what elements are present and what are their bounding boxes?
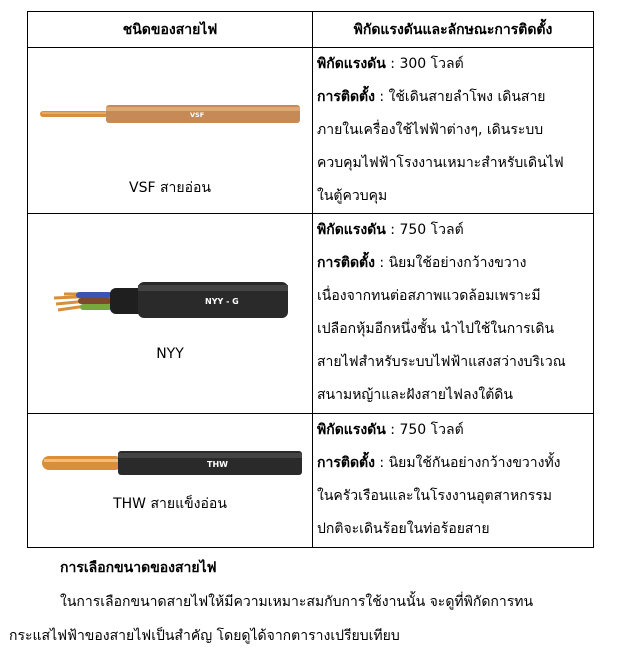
spec-cell-vsf <box>313 48 594 214</box>
voltage-value: : 750 โวลต์ <box>385 422 464 438</box>
voltage-line <box>317 414 589 447</box>
voltage-label: พิกัดแรงดัน <box>317 422 386 438</box>
header-cable-type: ชนิดของสายไฟ <box>28 12 313 48</box>
cable-comparison-table <box>27 11 594 548</box>
install-text: : นิยมใช้อย่างกว้างขวาง <box>374 255 527 271</box>
install-label: การติดตั้ง <box>317 89 375 105</box>
nyy-jacket-text: NYY - G <box>205 297 239 306</box>
voltage-value: : 300 โวลต์ <box>385 56 464 72</box>
install-text: สายไฟสำหรับระบบไฟฟ้าแสงสว่างบริเวณ <box>317 354 566 370</box>
install-text: ปกติจะเดินร้อยในท่อร้อยสาย <box>317 521 490 537</box>
install-label: การติดตั้ง <box>317 255 375 271</box>
header-voltage-install: พิกัดแรงดันและลักษณะการติดตั้ง <box>313 12 594 48</box>
install-text: : ใช้เดินสายลำโพง เดินสาย <box>374 89 546 105</box>
cable-label-thw: THW สายแข็งอ่อน <box>113 496 227 512</box>
cable-cell-nyy <box>28 214 313 414</box>
vsf-jacket-text: VSF <box>190 111 205 119</box>
paragraph-line-1: ในการเลือกขนาดสายไฟให้มีความเหมาะสมกับการใช้งานนั้น จะดูที่พิกัดการทน <box>60 594 534 610</box>
table-row <box>28 214 594 414</box>
install-text: เปลือกหุ้มอีกหนึ่งชั้น นำไปใช้ในการเดิน <box>317 321 555 337</box>
cable-cell-vsf <box>28 48 313 214</box>
table-row <box>28 414 594 548</box>
voltage-label: พิกัดแรงดัน <box>317 222 386 238</box>
install-line <box>317 447 589 480</box>
table-row <box>28 48 594 214</box>
paragraph-line-2: กระแสไฟฟ้าของสายไฟเป็นสำคัญ โดยดูได้จากตารางเปรียบเทียบ <box>9 628 400 644</box>
cable-label-nyy: NYY <box>156 346 184 362</box>
install-label: การติดตั้ง <box>317 455 375 471</box>
voltage-line <box>317 214 589 247</box>
cable-label-vsf: VSF สายอ่อน <box>129 180 211 196</box>
voltage-line <box>317 48 589 81</box>
voltage-label: พิกัดแรงดัน <box>317 56 386 72</box>
table-header-row <box>28 12 594 48</box>
install-text: เนื่องจากทนต่อสภาพแวดล้อมเพราะมี <box>317 288 541 304</box>
install-text: สนามหญ้าและฝังสายไฟลงใต้ดิน <box>317 387 513 403</box>
install-text: ในตู้ควบคุม <box>317 188 388 204</box>
spec-cell-nyy <box>313 214 594 414</box>
install-text: ภายในเครื่องใช้ไฟฟ้าต่างๆ, เดินระบบ <box>317 122 544 138</box>
install-line <box>317 247 589 280</box>
nyy-cable-image <box>50 274 290 326</box>
install-text: ควบคุมไฟฟ้าโรงงานเหมาะสำหรับเดินไฟ <box>317 155 564 171</box>
spec-cell-thw <box>313 414 594 548</box>
section-heading: การเลือกขนาดของสายไฟ <box>60 560 217 576</box>
thw-cable-image <box>42 448 304 478</box>
vsf-cable-image <box>40 102 302 126</box>
install-text: : นิยมใช้กันอย่างกว้างขวางทั้ง <box>374 455 561 471</box>
cable-cell-thw <box>28 414 313 548</box>
thw-jacket-text: THW <box>207 460 228 469</box>
voltage-value: : 750 โวลต์ <box>385 222 464 238</box>
install-line <box>317 81 589 114</box>
install-text: ในครัวเรือนและในโรงงานอุตสาหกรรม <box>317 488 552 504</box>
